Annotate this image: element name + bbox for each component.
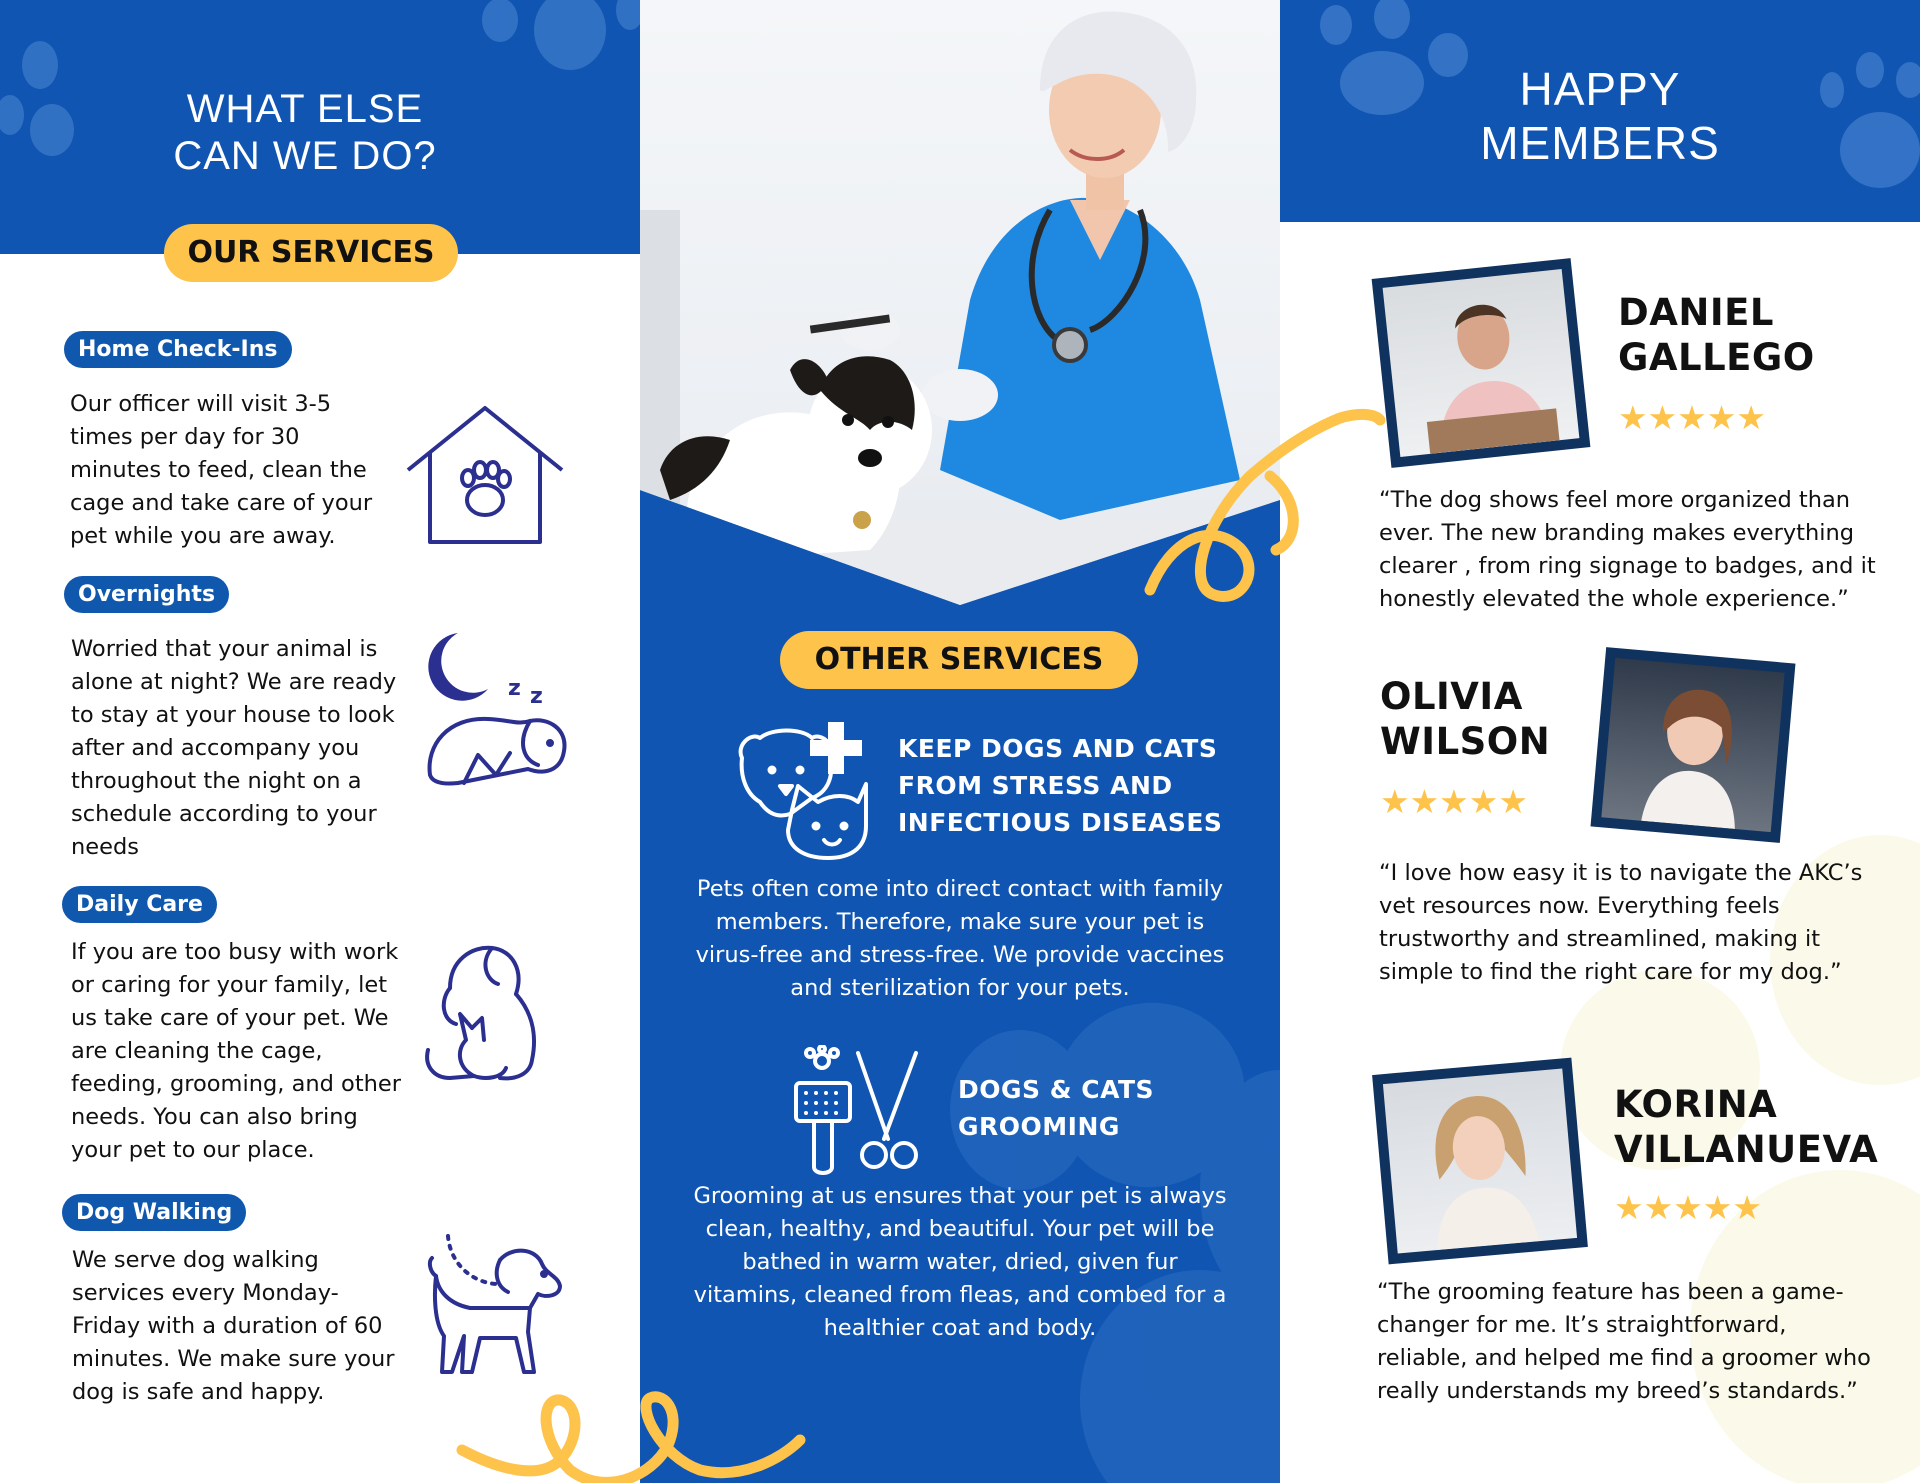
service-description: If you are too busy with work or caring for your family, let us take care of your pet. We are cleaning the cage, feeding, grooming, and other needs. You can also bring your pet to our place. <box>71 939 401 1163</box>
vet-photo <box>640 0 1280 605</box>
vet-and-dog-illustration <box>640 0 1280 605</box>
svg-text:z: z <box>530 684 543 709</box>
member-photo-daniel <box>1372 258 1591 468</box>
service-description: We serve dog walking services every Monday-Friday with a duration of 60 minutes. We make sure your dog is safe and happy. <box>72 1247 395 1405</box>
service-label-dog-walking: Dog Walking <box>62 1194 246 1231</box>
member-photo-olivia <box>1591 647 1796 843</box>
title-line-2: MEMBERS <box>1480 117 1720 170</box>
portrait-illustration <box>1383 1068 1577 1253</box>
our-services-label: OUR SERVICES <box>164 224 458 282</box>
service-description: Our officer will visit 3-5 times per day for 30 minutes to feed, clean the cage and take care of your pet while you are away. <box>70 391 373 549</box>
member-first-name: DANIEL <box>1618 291 1774 334</box>
member-last-name: WILSON <box>1380 720 1551 763</box>
dog-leash-icon <box>420 1232 570 1382</box>
svg-text:z: z <box>508 676 521 701</box>
service-label-home-check-ins: Home Check-Ins <box>64 331 292 368</box>
portrait-illustration <box>1383 269 1580 457</box>
title-line-1: HAPPY <box>1519 63 1681 115</box>
middle-panel <box>640 0 1280 1483</box>
pet-health-cross-icon <box>732 722 870 862</box>
other-services-label: OTHER SERVICES <box>780 631 1138 689</box>
member-name <box>1618 290 1815 380</box>
right-header-band <box>1280 0 1920 222</box>
rating-stars: ★★★★★ <box>1614 1188 1762 1227</box>
paw-print-icon <box>470 0 640 90</box>
left-panel-title <box>0 86 610 180</box>
rating-stars: ★★★★★ <box>1380 782 1528 821</box>
member-photo-korina <box>1372 1058 1588 1265</box>
service-label-overnights: Overnights <box>64 576 229 613</box>
member-name <box>1614 1082 1878 1172</box>
service-description: Pets often come into direct contact with family members. Therefore, make sure your pet is virus-free and stress-free. We provide vaccines and sterilization for your pets. <box>695 876 1225 1001</box>
service-description: Grooming at us ensures that your pet is always clean, healthy, and beautiful. Your pet will be bathed in warm water, dried, given fur vitamins, cleaned from fleas, and combed for a healthier coat and body. <box>693 1183 1227 1341</box>
portrait-illustration <box>1601 658 1784 832</box>
member-first-name: KORINA <box>1614 1083 1778 1126</box>
left-header-band <box>0 0 640 254</box>
sleeping-dog-moon-icon <box>418 625 578 800</box>
member-quote: “The dog shows feel more organized than ever. The new branding makes everything clearer , from ring signage to badges, and it honestly elevated the whole experience.” <box>1379 487 1876 612</box>
member-quote: “The grooming feature has been a game-changer for me. It’s straightforward, reliable, and helped me find a groomer who really understands my breed’s standards.” <box>1377 1279 1871 1404</box>
dog-cat-icon <box>420 940 560 1085</box>
house-paw-icon <box>400 400 570 550</box>
left-panel <box>0 0 640 1483</box>
member-quote: “I love how easy it is to navigate the AKC’s vet resources now. Everything feels trustworthy and streamlined, making it simple to find the right care for my dog.” <box>1379 860 1863 985</box>
service-label-daily-care: Daily Care <box>62 886 217 923</box>
grooming-brush-scissors-icon <box>792 1045 922 1177</box>
right-panel <box>1280 0 1920 1483</box>
service-description: Worried that your animal is alone at night? We are ready to stay at your house to look after and accompany you throughout the night on a schedule according to your needs <box>71 636 397 860</box>
member-last-name: VILLANUEVA <box>1614 1128 1879 1171</box>
title-line-1: WHAT ELSE <box>186 87 424 131</box>
rating-stars: ★★★★★ <box>1618 398 1766 437</box>
right-panel-title <box>1280 62 1920 171</box>
member-name <box>1380 674 1550 764</box>
member-last-name: GALLEGO <box>1618 336 1815 379</box>
member-first-name: OLIVIA <box>1380 675 1523 718</box>
title-line-2: CAN WE DO? <box>173 134 437 179</box>
service-title: DOGS & CATS GROOMING <box>958 1075 1155 1141</box>
service-title: KEEP DOGS AND CATS FROM STRESS AND INFECTIOUS DISEASES <box>898 734 1223 837</box>
